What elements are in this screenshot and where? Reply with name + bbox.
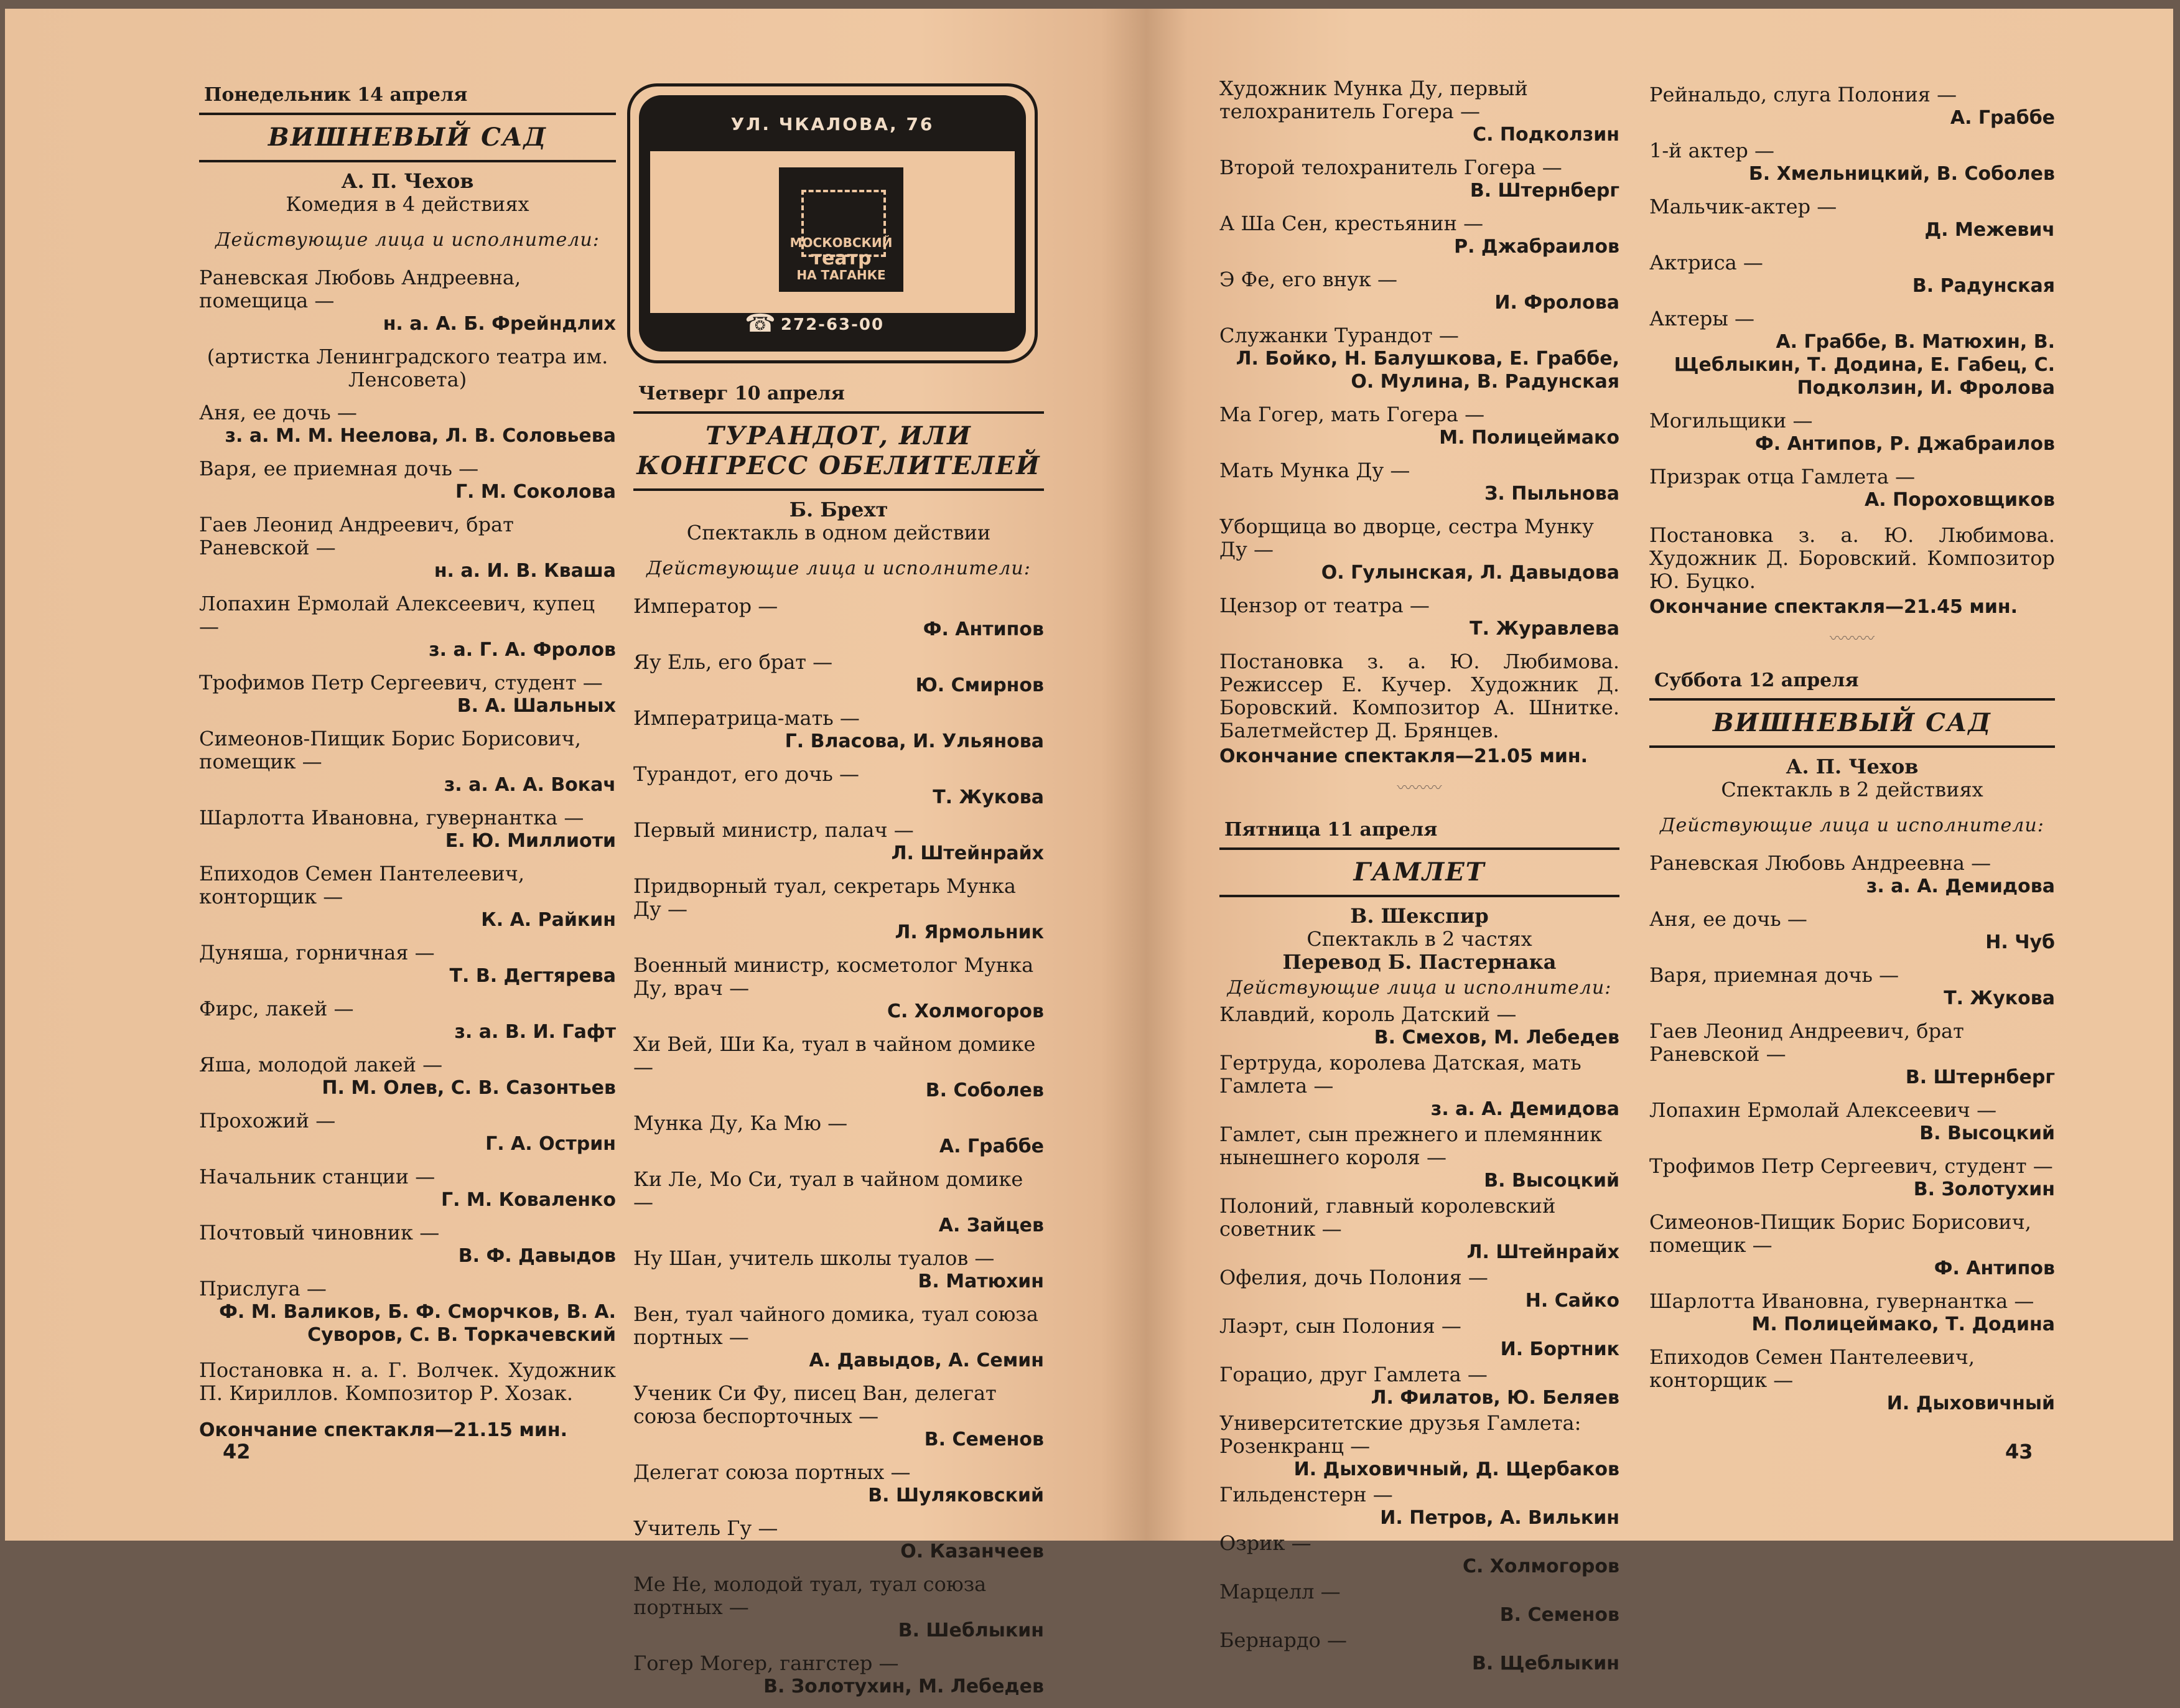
- role-name: Бернардо —: [1219, 1628, 1347, 1652]
- role-name: А Ша Сен, крестьянин —: [1219, 212, 1484, 235]
- actor-name: Г. М. Соколова: [455, 481, 616, 503]
- cast-entry: [1649, 1099, 2055, 1145]
- role-name: Призрак отца Гамлета —: [1649, 465, 1916, 488]
- actor-name: н. а. А. Б. Фрейндлих: [383, 313, 616, 335]
- cast-entry: [633, 1247, 1044, 1293]
- role-name: Вен, туал чайного домика, туал союза портных —: [633, 1302, 1038, 1349]
- cast-entry: [1649, 908, 2055, 954]
- actor-name: Б. Хмельницкий, В. Соболев: [1748, 163, 2055, 185]
- actor-name: з. а. В. И. Гафт: [454, 1021, 616, 1043]
- cast-heading: Действующие лица и исполнители:: [215, 229, 600, 251]
- role-name: Ки Ле, Мо Си, туал в чайном домике —: [633, 1167, 1023, 1214]
- ornament-divider: 〰〰〰: [1397, 779, 1442, 796]
- role-name: Трофимов Петр Сергеевич, студент —: [1649, 1154, 2053, 1178]
- divider: [1219, 895, 1619, 897]
- role-name: Учитель Гу —: [633, 1516, 778, 1540]
- play-title: ГАМЛЕТ: [1353, 857, 1486, 887]
- actor-name: Т. Журавлева: [1470, 618, 1619, 640]
- cast-entry: [1649, 1211, 2055, 1280]
- role-name: Яша, молодой лакей —: [199, 1053, 443, 1076]
- role-name: Ну Шан, учитель школы туалов —: [633, 1246, 995, 1270]
- role-name: Мунка Ду, Ка Мю —: [633, 1111, 848, 1135]
- cast-entry: [199, 806, 616, 852]
- actor-name: И. Фролова: [1494, 292, 1619, 314]
- cast-entry: [1219, 1580, 1619, 1626]
- play-subtitle: Комедия в 4 действиях: [286, 192, 529, 216]
- play-translation: Перевод Б. Пастернака: [1282, 950, 1557, 974]
- cast-entry: [1649, 1020, 2055, 1089]
- actor-name: Ф. Антипов, Р. Джабраилов: [1754, 433, 2055, 455]
- cast-entry: [1219, 1363, 1619, 1409]
- actor-name: Н. Чуб: [1985, 931, 2055, 953]
- actor-name: В. Высоцкий: [1919, 1122, 2055, 1144]
- role-name: Аня, ее дочь —: [199, 401, 357, 424]
- actor-name: Л. Штейнрайх: [1466, 1241, 1619, 1263]
- end-time: Окончание спектакля—21.45 мин.: [1649, 596, 2018, 618]
- actor-name: Т. Жукова: [1944, 987, 2055, 1009]
- cast-entry: [1649, 1290, 2055, 1336]
- left-page: [5, 9, 1147, 1697]
- role-name: Актриса —: [1649, 251, 1763, 274]
- cast-entry: [199, 401, 616, 447]
- actor-name: А. Граббе, В. Матюхин, В. Щеблыкин, Т. Додина, Е. Габец, С. Подколзин, И. Фролова: [1674, 331, 2055, 399]
- role-name: Трофимов Петр Сергеевич, студент —: [199, 671, 603, 694]
- play-title: ВИШНЕВЫЙ САД: [1712, 708, 1992, 737]
- cast-entry: [1219, 1052, 1619, 1121]
- role-name: Лопахин Ермолай Алексеевич —: [1649, 1098, 1997, 1122]
- actor-name: В. Смехов, М. Лебедев: [1374, 1027, 1619, 1048]
- cast-entry: [199, 997, 616, 1043]
- role-name: Епиходов Семен Пантелеевич, конторщик —: [1649, 1345, 1975, 1392]
- cast-entry: [199, 1277, 616, 1346]
- logo-frame: [639, 95, 1026, 352]
- actor-name: Л. Бойко, Н. Балушкова, Е. Граббе, О. Мулина, В. Радунская: [1236, 348, 1619, 393]
- role-name: Полоний, главный королевский советник —: [1219, 1194, 1556, 1241]
- actor-name: С. Холмогоров: [887, 1001, 1044, 1022]
- actor-name: А. Пороховщиков: [1865, 489, 2055, 511]
- cast-entry: [633, 1652, 1044, 1698]
- actor-name: А. Граббе: [1950, 107, 2055, 129]
- role-name: Гильденстерн —: [1219, 1483, 1393, 1506]
- end-time: Окончание спектакля—21.15 мин.: [199, 1419, 568, 1441]
- actor-name: з. а. А. А. Вокач: [444, 774, 616, 796]
- cast-entry: [1219, 1266, 1619, 1312]
- role-name: Художник Мунка Ду, первый телохранитель Гогера —: [1219, 77, 1528, 123]
- actor-name: М. Полицеймако, Т. Додина: [1751, 1314, 2055, 1335]
- right-page: [1147, 9, 2173, 1674]
- cast-entry: [633, 1573, 1044, 1642]
- production-credits: Постановка н. а. Г. Волчек. Художник П. Кириллов. Композитор Р. Хозак.: [199, 1358, 616, 1405]
- actor-name: В. Шуляковский: [868, 1485, 1044, 1506]
- cast-entry: [1219, 1195, 1619, 1264]
- actor-name: В. Семенов: [924, 1429, 1044, 1450]
- actor-name: И. Бортник: [1500, 1338, 1619, 1360]
- cast-entry: [1219, 156, 1619, 202]
- play-author: В. Шекспир: [1350, 904, 1489, 928]
- cast-entry: [1649, 307, 2055, 399]
- role-name: Лаэрт, сын Полония —: [1219, 1314, 1461, 1338]
- logo-text-bottom: НА ТАГАНКЕ: [796, 268, 886, 282]
- actor-name: В. Соболев: [925, 1080, 1044, 1101]
- actor-name: н. а. И. В. Кваша: [434, 560, 616, 582]
- actor-name: А. Зайцев: [938, 1215, 1044, 1236]
- divider: [633, 411, 1044, 414]
- cast-entry: [633, 819, 1044, 865]
- cast-entry: [1649, 852, 2055, 898]
- actor-name: Ф. Антипов: [1934, 1258, 2055, 1279]
- actor-name: К. А. Райкин: [481, 909, 616, 931]
- cast-entry: [1649, 1346, 2055, 1415]
- role-name: Первый министр, палач —: [633, 818, 914, 842]
- cast-entry: [633, 1461, 1044, 1507]
- actor-name: з. а. Г. А. Фролов: [429, 639, 616, 661]
- cast-entry: [1219, 1532, 1619, 1578]
- logo-text-small: МОСКОВСКИЙ: [790, 235, 893, 250]
- actor-name: Г. М. Коваленко: [440, 1189, 616, 1211]
- page-number: 42: [223, 1440, 251, 1463]
- performance-date: Понедельник 14 апреля: [204, 84, 468, 106]
- role-name: Раневская Любовь Андреевна —: [1649, 851, 1991, 875]
- actor-name: А. Давыдов, А. Семин: [809, 1350, 1044, 1371]
- cast-entry: [199, 862, 616, 931]
- cast-entry: [633, 707, 1044, 753]
- role-name: Клавдий, король Датский —: [1219, 1002, 1517, 1026]
- role-name: Ме Не, молодой туал, туал союза портных —: [633, 1572, 987, 1619]
- production-credits: Постановка з. а. Ю. Любимова. Режиссер Е. Кучер. Художник Д. Боровский. Композитор А. Шнитке. Балетмейстер Д. Брянцев.: [1219, 650, 1619, 742]
- actor-name: О. Гулынская, Л. Давыдова: [1321, 562, 1619, 584]
- role-name: Ученик Си Фу, писец Ван, делегат союза беспорточных —: [633, 1381, 997, 1428]
- role-name: Варя, ее приемная дочь —: [199, 457, 479, 480]
- actor-name: В. А. Шальных: [457, 695, 616, 717]
- cast-entry: [199, 671, 616, 717]
- cast-entry: [1649, 964, 2055, 1010]
- actor-name: Е. Ю. Миллиоти: [445, 830, 616, 852]
- role-name: Второй телохранитель Гогера —: [1219, 156, 1562, 179]
- cast-entry: [199, 1165, 616, 1211]
- divider: [199, 160, 616, 162]
- actor-name: В. Ф. Давыдов: [458, 1245, 616, 1267]
- role-name: Актеры —: [1649, 307, 1754, 330]
- cast-entry: [1649, 195, 2055, 241]
- actor-name: В. Штернберг: [1470, 180, 1619, 202]
- actor-name: В. Радунская: [1912, 275, 2055, 297]
- cast-entry: [199, 727, 616, 796]
- cast-entry: [1219, 594, 1619, 640]
- divider: [1649, 745, 2055, 748]
- actor-name: Г. А. Острин: [485, 1133, 616, 1155]
- role-name: Почтовый чиновник —: [199, 1221, 440, 1244]
- column-turandot-thursday: [633, 382, 1044, 1708]
- performance-date: Пятница 11 апреля: [1224, 819, 1438, 841]
- telephone-icon: ☎: [745, 309, 776, 338]
- actor-name: В. Щеблыкин: [1472, 1653, 1619, 1674]
- divider: [1649, 698, 2055, 701]
- cast-entry: [633, 954, 1044, 1023]
- role-name: Военный министр, косметолог Мунка Ду, врач —: [633, 953, 1034, 1000]
- cast-entry: [1219, 77, 1619, 146]
- role-name: Цензор от театра —: [1219, 594, 1430, 617]
- cast-entry: [633, 595, 1044, 641]
- cast-entry: [633, 1112, 1044, 1158]
- role-name: Варя, приемная дочь —: [1649, 963, 1899, 987]
- actor-name: В. Высоцкий: [1484, 1170, 1619, 1192]
- cast-entry: [199, 941, 616, 987]
- actor-name: Г. Власова, И. Ульянова: [785, 730, 1044, 752]
- cast-list-continued: [1649, 83, 2055, 511]
- divider: [1219, 847, 1619, 850]
- actor-name: Ю. Смирнов: [915, 674, 1044, 696]
- actor-name: Н. Сайко: [1525, 1290, 1619, 1312]
- cast-heading: Действующие лица и исполнители:: [1660, 814, 2044, 836]
- cast-entry: [1219, 268, 1619, 314]
- role-name: Служанки Турандот —: [1219, 324, 1459, 347]
- role-name: Придворный туал, секретарь Мунка Ду —: [633, 874, 1016, 921]
- role-name: Гертруда, королева Датская, мать Гамлета —: [1219, 1051, 1581, 1098]
- cast-list: [1649, 852, 2055, 1415]
- cast-entry: [633, 1382, 1044, 1451]
- divider: [633, 488, 1044, 491]
- role-name: Рейнальдо, слуга Полония —: [1649, 83, 1957, 106]
- performance-date: Суббота 12 апреля: [1654, 670, 1859, 691]
- theatre-phone: 272-63-00: [780, 315, 885, 334]
- role-name: Университетские друзья Гамлета: Розенкранц —: [1219, 1411, 1581, 1458]
- actor-name: Т. В. Дегтярева: [449, 965, 616, 987]
- actor-name: Т. Жукова: [933, 786, 1044, 808]
- actor-name: В. Шеблыкин: [898, 1620, 1044, 1641]
- cast-entry: [1219, 1412, 1619, 1481]
- cast-entry: [633, 875, 1044, 944]
- role-name: Дуняша, горничная —: [199, 941, 435, 964]
- role-name: Император —: [633, 594, 778, 618]
- actor-name: В. Золотухин: [1913, 1178, 2055, 1200]
- play-author: А. П. Чехов: [341, 169, 474, 193]
- cast-entry: [1219, 212, 1619, 258]
- actor-name: Л. Филатов, Ю. Беляев: [1371, 1387, 1619, 1409]
- actor-name: И. Петров, А. Вилькин: [1380, 1507, 1619, 1529]
- page-number: 43: [2005, 1440, 2033, 1463]
- cast-entry: [199, 266, 616, 335]
- role-name: Лопахин Ермолай Алексеевич, купец —: [199, 592, 595, 638]
- role-name: Могильщики —: [1649, 409, 1813, 432]
- role-name: Мать Мунка Ду —: [1219, 459, 1410, 482]
- ornament-divider: 〰〰〰: [1830, 630, 1875, 647]
- role-name: Симеонов-Пищик Борис Борисович, помещик —: [199, 727, 581, 773]
- role-name: Фирс, лакей —: [199, 997, 354, 1020]
- role-name: Шарлотта Ивановна, гувернантка —: [1649, 1289, 2034, 1313]
- role-name: Офелия, дочь Полония —: [1219, 1266, 1488, 1289]
- actor-name: П. М. Олев, С. В. Сазонтьев: [322, 1077, 616, 1099]
- actor-name: Л. Штейнрайх: [891, 842, 1044, 864]
- cast-entry: [1219, 459, 1619, 505]
- role-name: Уборщица во дворце, сестра Мунку Ду —: [1219, 515, 1594, 561]
- cast-entry: [1219, 1123, 1619, 1192]
- taganka-logo-icon: [779, 167, 903, 292]
- play-subtitle: Спектакль в одном действии: [686, 521, 991, 544]
- role-name: Хи Вей, Ши Ка, туал в чайном домике —: [633, 1032, 1036, 1079]
- actor-name: з. а. А. Демидова: [1430, 1098, 1619, 1120]
- role-name: Прислуга —: [199, 1277, 327, 1300]
- role-name: Начальник станции —: [199, 1165, 436, 1188]
- play-subtitle: Спектакль в 2 действиях: [1721, 778, 1983, 801]
- role-name: Горацио, друг Гамлета —: [1219, 1363, 1488, 1386]
- role-name: Аня, ее дочь —: [1649, 907, 1807, 931]
- play-title: ВИШНЕВЫЙ САД: [268, 123, 547, 152]
- play-title: ТУРАНДОТ, ИЛИ КОНГРЕСС ОБЕЛИТЕЛЕЙ: [636, 421, 1041, 480]
- actor-name: В. Матюхин: [918, 1271, 1044, 1292]
- cast-entry: [633, 763, 1044, 809]
- cast-entry: [199, 1221, 616, 1267]
- cast-entry: [199, 1053, 616, 1099]
- cast-entry: [199, 457, 616, 503]
- cast-entry: [1649, 465, 2055, 511]
- role-name: Гамлет, сын прежнего и племянник нынешнего короля —: [1219, 1122, 1603, 1169]
- cast-entry: [199, 592, 616, 661]
- cast-entry: [1219, 1483, 1619, 1529]
- cast-list: [199, 266, 616, 1346]
- role-name: Раневская Любовь Андреевна, помещица —: [199, 266, 521, 312]
- actor-name: С. Холмогоров: [1462, 1556, 1619, 1577]
- cast-entry: [199, 345, 616, 391]
- cast-heading: Действующие лица и исполнители:: [646, 558, 1031, 579]
- cast-entry: [1649, 251, 2055, 297]
- play-author: А. П. Чехов: [1786, 755, 1919, 778]
- role-name: Мальчик-актер —: [1649, 195, 1837, 218]
- cast-entry: [633, 1517, 1044, 1563]
- cast-entry: [633, 651, 1044, 697]
- role-name: Епиходов Семен Пантелеевич, конторщик —: [199, 862, 525, 908]
- cast-entry: [633, 1303, 1044, 1372]
- cast-entry: [1219, 515, 1619, 584]
- role-name: Шарлотта Ивановна, гувернантка —: [199, 806, 584, 829]
- column-cherry-orchard-monday: [199, 83, 616, 1442]
- performance-date: Четверг 10 апреля: [638, 383, 845, 404]
- actor-name: З. Пыльнова: [1484, 483, 1619, 505]
- column-hamlet-cont-cherry-orchard: [1649, 83, 2055, 1425]
- logo-text: [783, 236, 900, 282]
- actor-name: В. Золотухин, М. Лебедев: [763, 1676, 1044, 1697]
- cast-entry: [1219, 1003, 1619, 1049]
- actor-name: В. Семенов: [1499, 1604, 1619, 1626]
- play-subtitle: Спектакль в 2 частях: [1307, 927, 1532, 951]
- cast-heading: Действующие лица и исполнители:: [1227, 977, 1612, 999]
- theatre-address: УЛ. ЧКАЛОВА, 76: [730, 114, 934, 134]
- logo-text-big: театр: [811, 248, 872, 269]
- role-name: Гаев Леонид Андреевич, брат Раневской —: [1649, 1019, 1964, 1066]
- role-name: Императрица-мать —: [633, 706, 860, 730]
- role-name: Турандот, его дочь —: [633, 762, 859, 786]
- cast-list-continued: [1219, 77, 1619, 640]
- role-name: Яу Ель, его брат —: [633, 650, 833, 674]
- cast-entry: [633, 1033, 1044, 1102]
- column-turandot-cont-hamlet: [1219, 77, 1619, 1678]
- role-name: Гогер Могер, гангстер —: [633, 1651, 899, 1675]
- cast-list: [633, 595, 1044, 1698]
- cast-entry: [199, 1109, 616, 1155]
- actor-name: М. Полицеймако: [1439, 427, 1619, 449]
- actor-name: з. а. М. М. Неелова, Л. В. Соловьева: [225, 425, 616, 447]
- actor-name: И. Дыховичный, Д. Щербаков: [1293, 1458, 1619, 1480]
- cast-entry: [1219, 403, 1619, 449]
- role-name: (артистка Ленинградского театра им. Ленсовета): [207, 345, 608, 391]
- cast-entry: [199, 513, 616, 582]
- cast-entry: [1649, 1155, 2055, 1201]
- play-author: Б. Брехт: [789, 498, 888, 521]
- actor-name: О. Казанчеев: [900, 1541, 1044, 1562]
- role-name: Э Фе, его внук —: [1219, 268, 1397, 291]
- role-name: Делегат союза портных —: [633, 1460, 911, 1484]
- cast-entry: [1219, 1315, 1619, 1361]
- role-name: Гаев Леонид Андреевич, брат Раневской —: [199, 513, 514, 559]
- theatre-logo-box: [627, 83, 1038, 363]
- role-name: Симеонов-Пищик Борис Борисович, помещик —: [1649, 1210, 2031, 1257]
- actor-name: Л. Ярмольник: [895, 922, 1044, 943]
- cast-entry: [1649, 83, 2055, 129]
- actor-name: С. Подколзин: [1473, 124, 1619, 146]
- cast-entry: [1649, 409, 2055, 455]
- actor-name: Р. Джабраилов: [1454, 236, 1619, 258]
- actor-name: Ф. М. Валиков, Б. Ф. Сморчков, В. А. Суворов, С. В. Торкачевский: [219, 1301, 616, 1346]
- cast-list: [1219, 1003, 1619, 1675]
- cast-entry: [633, 1168, 1044, 1237]
- production-credits: Постановка з. а. Ю. Любимова. Художник Д. Боровский. Композитор Ю. Буцко.: [1649, 523, 2055, 593]
- role-name: Прохожий —: [199, 1109, 336, 1132]
- actor-name: Д. Межевич: [1924, 219, 2055, 241]
- actor-name: А. Граббе: [939, 1136, 1044, 1157]
- cast-entry: [1649, 139, 2055, 185]
- actor-name: з. а. А. Демидова: [1866, 875, 2055, 897]
- actor-name: В. Штернберг: [1905, 1066, 2055, 1088]
- role-name: Марцелл —: [1219, 1580, 1341, 1603]
- actor-name: И. Дыховичный: [1886, 1393, 2055, 1414]
- actor-name: Ф. Антипов: [923, 618, 1044, 640]
- role-name: Озрик —: [1219, 1531, 1311, 1555]
- cast-entry: [1219, 1629, 1619, 1675]
- cast-entry: [1219, 324, 1619, 393]
- end-time: Окончание спектакля—21.05 мин.: [1219, 745, 1588, 767]
- divider: [199, 113, 616, 115]
- role-name: Ма Гогер, мать Гогера —: [1219, 403, 1485, 426]
- role-name: 1-й актер —: [1649, 139, 1775, 162]
